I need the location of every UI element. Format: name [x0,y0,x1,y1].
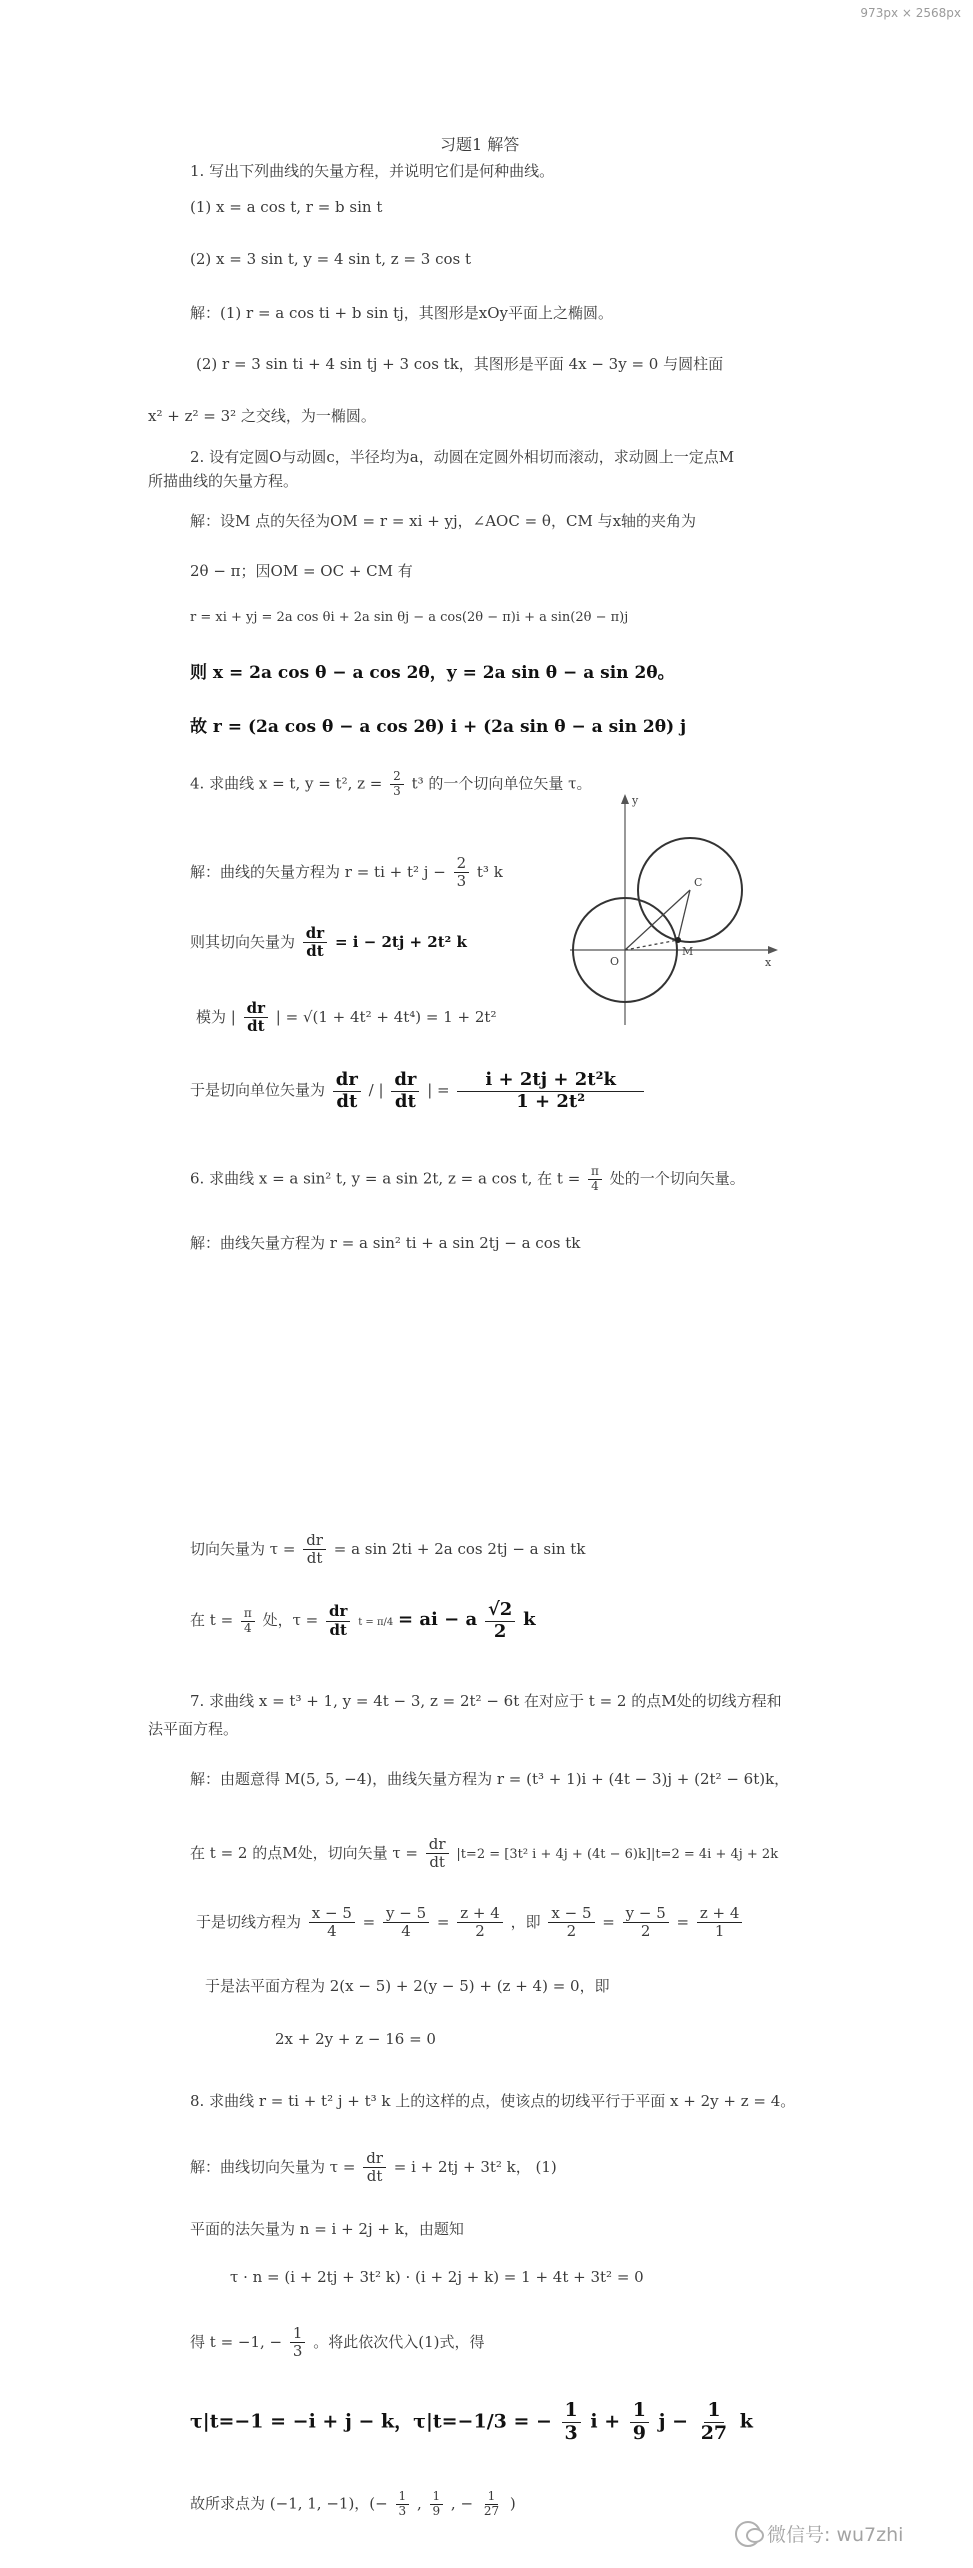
q4-solution-2: 则其切向矢量为 $\frac{dr}{dt}$ = i − 2tj + 2t² k [190,924,467,961]
q7-solution-4: 于是法平面方程为 2(x − 5) + 2(y − 5) + (z + 4) = 0，即 [205,1977,610,1995]
q1-stem: 1. 写出下列曲线的矢量方程，并说明它们是何种曲线。 [190,162,555,180]
q2-solution-5: 故 r = (2a cos θ − a cos 2θ) i + (2a sin θ − a sin 2θ) j [190,717,687,737]
dimensions-label: 973px × 2568px [860,6,961,20]
q7-stem-1: 7. 求曲线 x = t³ + 1, y = 4t − 3, z = 2t² − 6t 在对应于 t = 2 的点M处的切线方程和 [190,1692,782,1710]
q2-solution-2: 2θ − π；因OM = OC + CM 有 [190,562,413,580]
q6-stem: 6. 求曲线 x = a sin² t, y = a sin 2t, z = a cos t, 在 t = $\frac{\pi}{4}$ 处的一个切向矢量。 [190,1164,745,1193]
q7-solution-3: 于是切线方程为 $\frac{x - 5}{4}$ = $\frac{y - 5}{4}$ = $\frac{z + 4}{2}$ ，即 $\frac{x - 5}{2}$ = $\frac{y - 5}{2}$ = $\frac{z + 4}{1}$ [196,1905,745,1941]
wechat-watermark [735,2520,903,2547]
q8-solution-1: 解：曲线切向矢量为 τ = $\frac{dr}{dt}$ = i + 2tj + 3t² k， (1) [190,2149,557,2186]
q6-solution-3: 在 t = $\frac{\pi}{4}$ 处，τ = $\frac{dr}{dt}$ t = π/4 = ai − a $\frac{√2}{2}$ k [190,1599,536,1642]
q2-solution-1: 解：设M 点的矢径为OM = r = xi + yj，∠AOC = θ，CM 与x轴的夹角为 [190,512,697,530]
q6-solution-1: 解：曲线矢量方程为 r = a sin² ti + a sin 2tj − a cos tk [190,1234,581,1252]
q7-solution-1: 解：由题意得 M(5, 5, −4)，曲线矢量方程为 r = (t³ + 1)i + (4t − 3)j + (2t² − 6t)k， [190,1770,790,1788]
label-o: O [610,955,620,968]
q1-part1: (1) x = a cos t, r = b sin t [190,198,383,216]
q4-solution-1: 解：曲线的矢量方程为 r = ti + t² j − $\frac{2}{3}$ t³ k [190,854,503,891]
wechat-icon [735,2521,761,2547]
q7-solution-5: 2x + 2y + z − 16 = 0 [275,2030,436,2048]
q1-solution-1: 解：(1) r = a cos ti + b sin tj，其图形是xOy平面上之椭圆。 [190,304,614,322]
q8-solution-2: 平面的法矢量为 n = i + 2j + k，由题知 [190,2220,464,2238]
cm-segment [678,890,690,940]
q8-solution-6: 故所求点为 (−1, 1, −1)，(− $\frac{1}{3}$ , $\frac{1}{9}$ , − $\frac{1}{27}$ ) [190,2489,516,2518]
q8-solution-5: τ|t=−1 = −i + j − k，τ|t=−1/3 = − $\frac{1}{3}$ i + $\frac{1}{9}$ j − $\frac{1}{27}$ k [190,2399,753,2444]
q8-solution-3: τ · n = (i + 2tj + 3t² k) · (i + 2j + k) = 1 + 4t + 3t² = 0 [230,2268,644,2286]
q2-solution-4: 则 x = 2a cos θ − a cos 2θ，y = 2a sin θ − a sin 2θ。 [190,663,675,683]
point-m [675,937,681,943]
y-axis-arrow [621,794,629,804]
q1-solution-2: (2) r = 3 sin ti + 4 sin tj + 3 cos tk，其图形是平面 4x − 3y = 0 与圆柱面 [196,355,724,373]
page-title: 习题1 解答 [440,135,520,154]
rolling-circles-figure [570,790,780,1030]
q1-solution-2b: x² + z² = 3² 之交线，为一椭圆。 [148,407,376,425]
q2-stem-1: 2. 设有定圆O与动圆c，半径均为a，动圆在定圆外相切而滚动，求动圆上一定点M [190,448,735,466]
q7-solution-2: 在 t = 2 的点M处，切向矢量 τ = $\frac{dr}{dt}$ |t=2 = [3t² i + 4j + (4t − 6)k]|t=2 = 4i + 4j + 2k [190,1835,779,1872]
q7-stem-2: 法平面方程。 [148,1720,239,1738]
q8-stem: 8. 求曲线 r = ti + t² j + t³ k 上的这样的点，使该点的切线平行于平面 x + 2y + z = 4。 [190,2092,796,2110]
q4-solution-3: 模为 | $\frac{dr}{dt}$ | = √(1 + 4t² + 4t⁴) = 1 + 2t² [196,999,497,1036]
label-y: y [632,794,639,807]
q4-solution-4: 于是切向单位矢量为 $\frac{dr}{dt}$ / | $\frac{dr}{dt}$ | = $\frac{\text{i + 2tj + 2t²k}}{\text{1 + 2t²}}$ [190,1070,647,1112]
label-c: C [694,876,703,889]
q8-solution-4: 得 t = −1, − $\frac{1}{3}$ 。将此依次代入(1)式，得 [190,2324,485,2361]
q1-part2: (2) x = 3 sin t, y = 4 sin t, z = 3 cos t [190,250,472,268]
q6-solution-2: 切向矢量为 τ = $\frac{dr}{dt}$ = a sin 2ti + 2a cos 2tj − a sin tk [190,1531,586,1568]
q2-stem-2: 所描曲线的矢量方程。 [148,472,299,490]
x-axis-arrow [768,946,778,954]
q4-stem: 4. 求曲线 x = t, y = t², z = $\frac{2}{3}$ t³ 的一个切向单位矢量 τ。 [190,769,592,798]
label-x: x [765,956,772,969]
watermark-text: 微信号: wu7zhi [767,2524,904,2546]
q2-solution-3: r = xi + yj = 2a cos θi + 2a sin θj − a cos(2θ − π)i + a sin(2θ − π)j [190,610,629,625]
label-m: M [682,945,694,958]
om-segment [625,940,678,950]
